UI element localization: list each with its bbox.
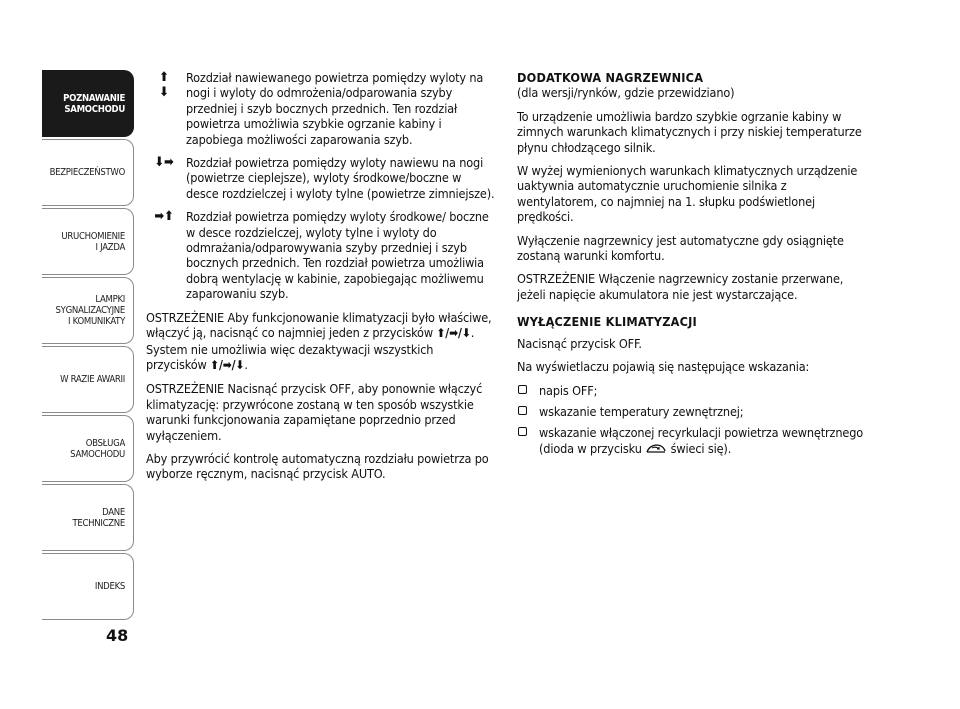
tab-poznawanie-samochodu[interactable] [42, 70, 134, 137]
tab-dane-techniczne[interactable] [42, 484, 134, 551]
left-column [146, 70, 496, 490]
mode-1-text: Rozdział nawiewanego powietrza pomiędzy wyloty na nogi i wyloty do odmrożenia/odparowania szyby przedniej i szyb bocznych przednich. Ten rozdział powietrza umożliwia szybkie ogrzanie kabiny i zapobiega możliwości zaparowania szyb. [186, 70, 484, 147]
heading-additional-heater: DODATKOWA NAGRZEWNICA [517, 70, 704, 85]
tab-label: LAMPKI SYGNALIZACYJNE I KOMUNIKATY [55, 294, 125, 327]
list-item [517, 383, 867, 398]
chapter-tabs [42, 70, 134, 622]
warning-text: OSTRZEŻENIE Aby funkcjonowanie klimatyzacji było właściwe, włączyć ją, nacisnąć co najmniej jeden z przycisków [146, 309, 492, 341]
ac-off-paragraph-1: Nacisnąć przycisk OFF. [517, 335, 642, 351]
display-indications-list [517, 383, 867, 457]
list-item-text: wskazanie temperatury zewnętrznej; [539, 403, 744, 419]
tab-bezpieczenstwo[interactable] [42, 139, 134, 206]
heater-paragraph-1: To urządzenie umożliwia bardzo szybkie ogrzanie kabiny w zimnych warunkach klimatycznych i przy niskiej temperaturze płynu chłodzącego silnik. [517, 108, 862, 155]
list-item-text: wskazanie włączonej recyrkulacji powietrza wewnętrznego (dioda w przycisku [539, 425, 864, 456]
tab-label: POZNAWANIE SAMOCHODU [63, 92, 125, 115]
list-item-text: napis OFF; [539, 382, 598, 398]
heading-ac-off: WYŁĄCZENIE KLIMATYZACJI [517, 314, 697, 330]
tab-label: URUCHOMIENIE I JAZDA [61, 230, 125, 253]
mode-2-text: Rozdział powietrza pomiędzy wyloty nawiewu na nogi (powietrze cieplejsze), wyloty środkowe/boczne w desce rozdzielczej i wyloty tylne (powietrze zimniejsze). [186, 155, 495, 201]
vent-feet-face-icon: ⬇➡ [154, 155, 174, 171]
auto-paragraph: Aby przywrócić kontrolę automatyczną rozdziału powietrza po wyborze ręcznym, nacisnąć przycisk AUTO. [146, 450, 489, 482]
air-distribution-mode-1 [146, 70, 496, 147]
warning-off-button: OSTRZEŻENIE Nacisnąć przycisk OFF, aby ponownie włączyć klimatyzację: przywrócone zostaną w ten sposób wszystkie warunki funkcjonowania zapamiętane poprzednio przed wyłączeniem. [146, 381, 483, 443]
tab-label: OBSŁUGA SAMOCHODU [70, 437, 125, 460]
checkbox-bullet-icon [518, 385, 527, 394]
checkbox-bullet-icon [518, 427, 527, 436]
tab-uruchomienie-i-jazda[interactable] [42, 208, 134, 275]
tab-obsluga-samochodu[interactable] [42, 415, 134, 482]
checkbox-bullet-icon [518, 406, 527, 415]
heater-paragraph-3: Wyłączenie nagrzewnicy jest automatyczne gdy osiągnięte zostaną warunki komfortu. [517, 232, 844, 264]
recirculation-icon [645, 443, 667, 454]
page-number: 48 [106, 626, 129, 645]
list-item [517, 404, 867, 419]
air-distribution-mode-3 [146, 209, 496, 301]
right-column [517, 70, 867, 462]
vent-face-windshield-icon: ➡⬆ [154, 209, 174, 225]
warning-text: . System nie umożliwia więc dezaktywacji wszystkich przycisków [146, 325, 475, 372]
tab-lampki-sygnalizacyjne[interactable] [42, 277, 134, 344]
heater-warning: OSTRZEŻENIE Włączenie nagrzewnicy zostanie przerwane, jeżeli napięcie akumulatora nie jest wystarczające. [517, 271, 844, 302]
vent-buttons-icon: ⬆/➡/⬇ [210, 357, 245, 372]
tab-w-razie-awarii[interactable] [42, 346, 134, 413]
vent-windshield-feet-icon: ⬆ ⬇ [159, 70, 169, 100]
air-distribution-mode-2 [146, 155, 496, 201]
tab-label: BEZPIECZEŃSTWO [49, 167, 125, 178]
list-item [517, 425, 867, 456]
warning-ac-buttons [146, 310, 496, 374]
mode-3-text: Rozdział powietrza pomiędzy wyloty środkowe/ boczne w desce rozdzielczej, wyloty tylne i wyloty do odmrażania/odparowywania szyby przedniej i szyb bocznych przednich. Ten rozdział powietrza umożliwia dobrą wentylację w kabinie, zapobiegając możliwemu zaparowaniu szyb. [186, 209, 489, 302]
tab-label: DANE TECHNICZNE [72, 506, 125, 529]
vent-buttons-icon: ⬆/➡/⬇ [436, 326, 471, 341]
tab-indeks[interactable] [42, 553, 134, 620]
warning-text: . [244, 356, 248, 372]
heater-availability-note: (dla wersji/rynków, gdzie przewidziano) [517, 85, 735, 101]
tab-label: W RAZIE AWARII [60, 374, 125, 385]
list-item-text: świeci się). [667, 440, 732, 456]
tab-label: INDEKS [94, 581, 125, 592]
ac-off-paragraph-2: Na wyświetlaczu pojawią się następujące wskazania: [517, 359, 810, 375]
heater-paragraph-2: W wyżej wymienionych warunkach klimatycznych urządzenie uaktywnia automatycznie uruchomienie silnika z wentylatorem, co najmniej na 1. słupku podświetlonej prędkości. [517, 163, 858, 225]
